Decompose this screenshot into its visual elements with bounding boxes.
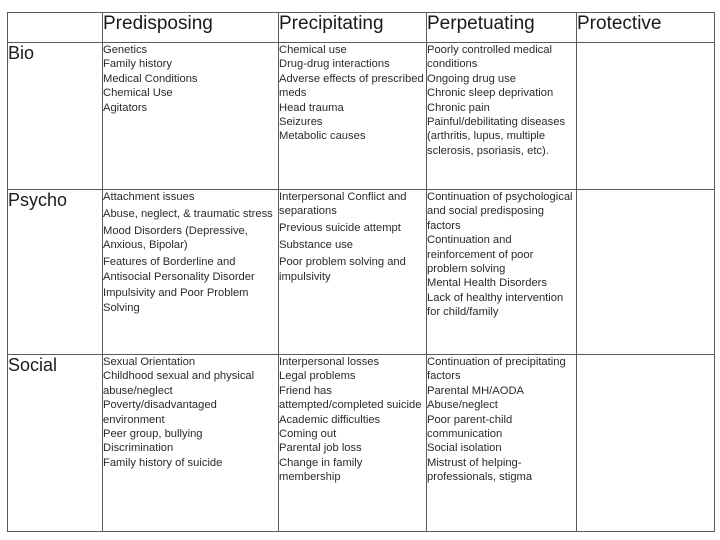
header-protective: Protective xyxy=(577,13,715,43)
table-row xyxy=(8,43,715,190)
cell-psycho-precipitating xyxy=(279,190,427,355)
list-item: Genetics xyxy=(103,44,148,56)
list-item: Coming out xyxy=(279,428,337,441)
list-item: Parental job loss xyxy=(279,442,362,455)
list-item: Poor problem solving and impulsivity xyxy=(279,256,406,283)
list-item: Drug-drug interactions xyxy=(279,58,390,71)
list-item: Sexual Orientation xyxy=(103,356,196,368)
list-item: Family history of suicide xyxy=(103,456,223,469)
table-row xyxy=(8,355,715,532)
list-item: Change in family membership xyxy=(279,456,363,484)
list-item: Academic difficulties xyxy=(279,413,381,426)
list-item: Discrimination xyxy=(103,442,174,455)
row-label-bio: Bio xyxy=(8,43,103,190)
cell-psycho-protective xyxy=(577,190,715,355)
header-corner xyxy=(8,13,103,43)
list-item: Mood Disorders (Depressive, Anxious, Bipolar) xyxy=(103,224,248,252)
list-item: Abuse/neglect xyxy=(427,399,498,412)
list-item: Attachment issues xyxy=(103,191,195,203)
cell-bio-predisposing xyxy=(103,43,279,190)
list-item: Head trauma xyxy=(279,101,344,114)
cell-psycho-perpetuating xyxy=(427,190,577,355)
list-item: Interpersonal losses xyxy=(279,356,380,368)
row-label-social: Social xyxy=(8,355,103,532)
list-item: Mental Health Disorders xyxy=(427,277,548,290)
list-item: Friend has attempted/completed suicide xyxy=(279,384,422,412)
row-label-psycho: Psycho xyxy=(8,190,103,355)
list-item: Chronic sleep deprivation xyxy=(427,87,554,100)
list-item: Previous suicide attempt xyxy=(279,222,401,235)
cell-social-predisposing xyxy=(103,355,279,532)
list-item: Chronic pain xyxy=(427,101,490,114)
biopsychosocial-table xyxy=(7,12,715,532)
list-item: Metabolic causes xyxy=(279,130,366,143)
list-item: Ongoing drug use xyxy=(427,72,516,85)
list-item: Seizures xyxy=(279,116,323,129)
list-item: Legal problems xyxy=(279,370,356,383)
list-item: Adverse effects of prescribed meds xyxy=(279,72,424,100)
header-row xyxy=(8,13,715,43)
list-item: Family history xyxy=(103,58,172,71)
list-item: Continuation of psychological and social predisposing factors xyxy=(427,191,573,232)
list-item: Chemical use xyxy=(279,44,347,56)
cell-social-protective xyxy=(577,355,715,532)
list-item: Chemical Use xyxy=(103,87,173,100)
list-item: Poorly controlled medical conditions xyxy=(427,44,552,71)
list-item: Interpersonal Conflict and separations xyxy=(279,191,407,218)
header-precipitating: Precipitating xyxy=(279,13,427,43)
list-item: Substance use xyxy=(279,239,354,252)
list-item: Features of Borderline and Antisocial Personality Disorder xyxy=(103,256,255,283)
list-item: Childhood sexual and physical abuse/neglect xyxy=(103,370,255,397)
cell-social-precipitating xyxy=(279,355,427,532)
list-item: Abuse, neglect, & traumatic stress xyxy=(103,207,273,220)
header-perpetuating: Perpetuating xyxy=(427,13,577,43)
list-item: Poor parent-child communication xyxy=(427,413,513,441)
list-item: Agitators xyxy=(103,101,148,114)
cell-bio-perpetuating xyxy=(427,43,577,190)
list-item: Impulsivity and Poor Problem Solving xyxy=(103,287,249,314)
list-item: Lack of healthy intervention for child/family xyxy=(427,291,564,319)
cell-psycho-predisposing xyxy=(103,190,279,355)
list-item: Poverty/disadvantaged environment xyxy=(103,399,217,426)
list-item: Mistrust of helping-professionals, stigma xyxy=(427,456,533,484)
cell-bio-protective xyxy=(577,43,715,190)
list-item: Parental MH/AODA xyxy=(427,384,524,397)
list-item: Medical Conditions xyxy=(103,72,198,85)
list-item: Social isolation xyxy=(427,442,502,455)
list-item: Painful/debilitating diseases (arthritis, lupus, multiple sclerosis, psoriasis, etc). xyxy=(427,116,566,157)
list-item: Peer group, bullying xyxy=(103,428,203,441)
cell-bio-precipitating xyxy=(279,43,427,190)
header-predisposing: Predisposing xyxy=(103,13,279,43)
cell-social-perpetuating xyxy=(427,355,577,532)
list-item: Continuation of precipitating factors xyxy=(427,356,566,383)
list-item: Continuation and reinforcement of poor problem solving xyxy=(427,234,534,276)
table-row xyxy=(8,190,715,355)
